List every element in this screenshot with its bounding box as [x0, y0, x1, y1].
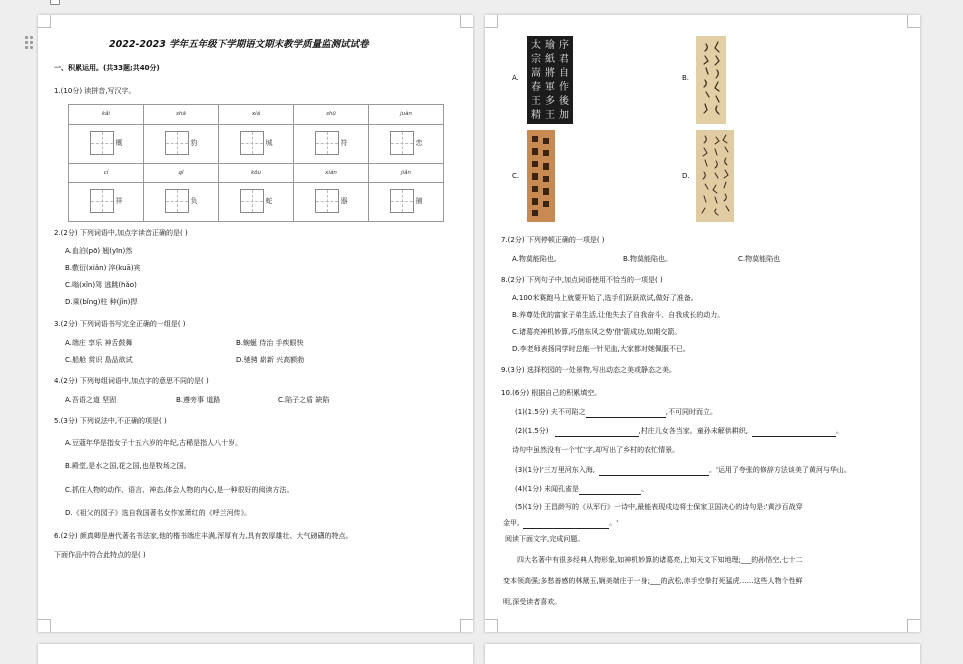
- reading-paragraph: 变本领高强;多愁善感的林黛玉,娴美端庄于一身;___的武松,赤手空拳打死猛虎……这些人物个性鲜: [503, 577, 803, 585]
- option: B.蜿蜒 侍治 手疾眼快: [236, 339, 304, 347]
- reading-paragraph: 四大名著中有很多经典人物形象,如神机妙算的诸葛亮,上知天文下知地理;___的孙悟空,七十二: [517, 556, 803, 564]
- option: D.乘(bǐng)柱 种(jǐn)捍: [65, 298, 138, 306]
- svg-text:宗: 宗: [531, 54, 541, 65]
- question-6: 6.(2分) 颜真卿是唐代著名书法家,他的楷书端庄丰满,浑厚有力,具有敦厚雄壮、大气磅礴的特点。: [54, 532, 353, 540]
- svg-text:紙: 紙: [545, 54, 555, 65]
- char-label: 捕: [415, 197, 423, 205]
- option: C.船舱 赏识 島品欲试: [65, 356, 133, 364]
- option: B.敷衍(xiǎn) 淬(kuā)宾: [65, 264, 141, 272]
- fill-blank-5-cont: 金甲, 。': [503, 519, 619, 527]
- option: B.养尊处优的富家子弟生活,让他失去了自我奋斗、自我成长的动力。: [512, 311, 725, 319]
- question-6-cont: 下面作品中符合此特点的是( ): [54, 551, 146, 559]
- answer-blank[interactable]: [555, 427, 639, 437]
- pinyin-cell: cí: [69, 163, 144, 183]
- question-2: 2.(2分) 下列词语中,加点字读音正确的是( ): [54, 229, 188, 237]
- char-label: 负: [190, 197, 198, 205]
- char-label: 恋: [415, 138, 423, 147]
- svg-text:作: 作: [559, 82, 569, 93]
- writing-box[interactable]: [240, 189, 264, 213]
- option-label: D.: [682, 172, 690, 180]
- calligraphy-image-c[interactable]: [527, 130, 555, 222]
- pinyin-cell: xián: [294, 163, 369, 183]
- section-heading: 一、积累运用。(共33题;共40分): [54, 64, 160, 72]
- pinyin-cell: xiá: [219, 105, 294, 125]
- svg-text:王: 王: [531, 96, 541, 107]
- char-label: 器: [340, 197, 348, 205]
- svg-text:精: 精: [531, 110, 541, 121]
- pinyin-cell: qǐ: [144, 163, 219, 183]
- char-label: 城: [265, 138, 273, 147]
- svg-text:太: 太: [531, 40, 541, 51]
- writing-box[interactable]: [390, 189, 414, 213]
- question-7: 7.(2分) 下列停顿正确的一项是( ): [501, 236, 605, 244]
- select-checkbox[interactable]: [50, 0, 60, 5]
- option: B.遵旁事 道路: [176, 396, 221, 404]
- calligraphy-image-b[interactable]: [696, 36, 726, 124]
- pinyin-cell: juàn: [369, 105, 444, 125]
- answer-blank[interactable]: [579, 485, 641, 495]
- writing-box[interactable]: [90, 189, 114, 213]
- option: D.李老师表扬同学时总能一针见血,大家都对她佩服不已。: [512, 345, 690, 353]
- writing-box[interactable]: [240, 131, 264, 155]
- fill-blank-4: (4)(1分) 未闻孔雀是 。: [515, 485, 649, 493]
- drag-handle-icon[interactable]: [25, 36, 35, 52]
- pinyin-cell: shū: [294, 105, 369, 125]
- char-label: 祥: [115, 197, 123, 205]
- question-3: 3.(2分) 下列词语书写完全正确的一组是( ): [54, 320, 186, 328]
- svg-text:自: 自: [559, 68, 569, 79]
- fill-blank-2-note: 诗句中虽然没有一个'忙'字,却写出了乡村的农忙情景。: [512, 446, 680, 454]
- reading-instruction: 阅读下面文字,完成问题。: [505, 535, 585, 543]
- writing-box[interactable]: [390, 131, 414, 155]
- reading-paragraph: 明,深受读者喜欢。: [503, 598, 562, 606]
- question-10: 10.(6分) 根据自己的积累填空。: [501, 389, 602, 397]
- calligraphy-image-a[interactable]: [527, 36, 573, 124]
- option-label: C.: [512, 172, 520, 180]
- answer-blank[interactable]: [586, 408, 666, 418]
- answer-blank[interactable]: [599, 466, 709, 476]
- answer-blank[interactable]: [752, 427, 836, 437]
- pinyin-grid: [68, 104, 444, 222]
- writing-box[interactable]: [165, 131, 189, 155]
- char-label: 概: [115, 138, 123, 147]
- option-label: A.: [512, 74, 519, 82]
- svg-text:君: 君: [559, 54, 569, 65]
- svg-text:將: 將: [545, 68, 555, 79]
- calligraphy-image-d[interactable]: [696, 130, 734, 222]
- option: D.驰骋 崭新 兴高额勃: [236, 356, 305, 364]
- option: C.物莫能陷也: [738, 255, 781, 263]
- svg-text:瑜: 瑜: [545, 40, 555, 51]
- page-title: 2022-2023 学年五年级下学期语文期末教学质量监测试试卷: [109, 39, 369, 50]
- char-label: 豹: [190, 138, 198, 147]
- option: C.抓住人物的动作、语言、神态,体会人物的内心,是一种很好的阅读方法。: [65, 486, 294, 494]
- svg-text:王: 王: [545, 110, 555, 121]
- svg-text:多: 多: [545, 96, 555, 107]
- question-5: 5.(3分) 下列说法中,不正确的项是( ): [54, 417, 167, 425]
- pinyin-cell: kǎi: [69, 105, 144, 125]
- writing-box[interactable]: [315, 189, 339, 213]
- option: A.端庄 享乐 神舌鼓舞: [65, 339, 133, 347]
- question-1: 1.(10分) 读拼音,写汉字。: [54, 87, 136, 95]
- option: D.《祖父的园子》选自我国著名女作家萧红的《呼兰河传》。: [65, 509, 252, 517]
- option-label: B.: [682, 74, 690, 82]
- option: A.豆蔻年华是指女子十五六岁的年纪,古稀是指人八十岁。: [65, 439, 243, 447]
- fill-blank-3: (3)(1分)'三万里河东入海, 。'运用了夸张的修辞方法谈美了黄河与华山。: [515, 466, 851, 474]
- option: C.诸葛亮神机妙算,巧借东风之势'借'箭成功,如期交箭。: [512, 328, 682, 336]
- option: C.嗡(xǐn)驾 逃跳(hǎo): [65, 281, 137, 289]
- svg-text:春: 春: [531, 82, 541, 93]
- document-page-2: [485, 15, 920, 632]
- question-8: 8.(2分) 下列句子中,加点词语使用不恰当的一项是( ): [501, 276, 663, 284]
- writing-box[interactable]: [90, 131, 114, 155]
- option: B.殿堂,是水之国,花之国,也是牧场之国。: [65, 462, 191, 470]
- svg-text:加: 加: [559, 110, 569, 121]
- char-label: 蛇: [265, 197, 273, 205]
- pinyin-cell: kōu: [219, 163, 294, 183]
- option: C.陷子之盾 缺陷: [278, 396, 330, 404]
- writing-box[interactable]: [165, 189, 189, 213]
- pinyin-cell: shā: [144, 105, 219, 125]
- question-4: 4.(2分) 下列每组词语中,加点字的意思不同的是( ): [54, 377, 209, 385]
- fill-blank-2: (2)(1.5分) ,村庄儿女各当家。童孙未解供耕织, 。: [515, 427, 843, 435]
- option: A.100米赛跑马上就要开始了,选手们跃跃欲试,做好了准备。: [512, 294, 698, 302]
- document-page-3: [38, 644, 473, 664]
- fill-blank-5: (5)(1分) 王昌龄写的《从军行》一诗中,最能表现戍边将士保家卫国决心的诗句是:'黄沙百战穿: [515, 503, 803, 511]
- answer-blank[interactable]: [523, 519, 609, 529]
- fill-blank-1: (1)(1.5分) 夫不可陷之 ,不可同时而立。: [515, 408, 717, 416]
- option: B.物莫能陷也。: [623, 255, 673, 263]
- pinyin-cell: jiǎn: [369, 163, 444, 183]
- option: A.吾语之道 坚固: [65, 396, 117, 404]
- svg-text:軍: 軍: [545, 82, 555, 93]
- question-9: 9.(3分) 选择校园的一处景物,写出动态之美或静态之美。: [501, 366, 677, 374]
- option: A.血泊(pō) 翘(yīn)然: [65, 247, 133, 255]
- document-page-1: [38, 15, 473, 632]
- svg-text:序: 序: [559, 40, 569, 51]
- char-label: 符: [340, 138, 348, 147]
- svg-text:後: 後: [559, 96, 569, 107]
- option: A.物莫能陷也。: [512, 255, 561, 263]
- document-page-4: [485, 644, 920, 664]
- svg-text:嵩: 嵩: [531, 68, 541, 79]
- writing-box[interactable]: [315, 131, 339, 155]
